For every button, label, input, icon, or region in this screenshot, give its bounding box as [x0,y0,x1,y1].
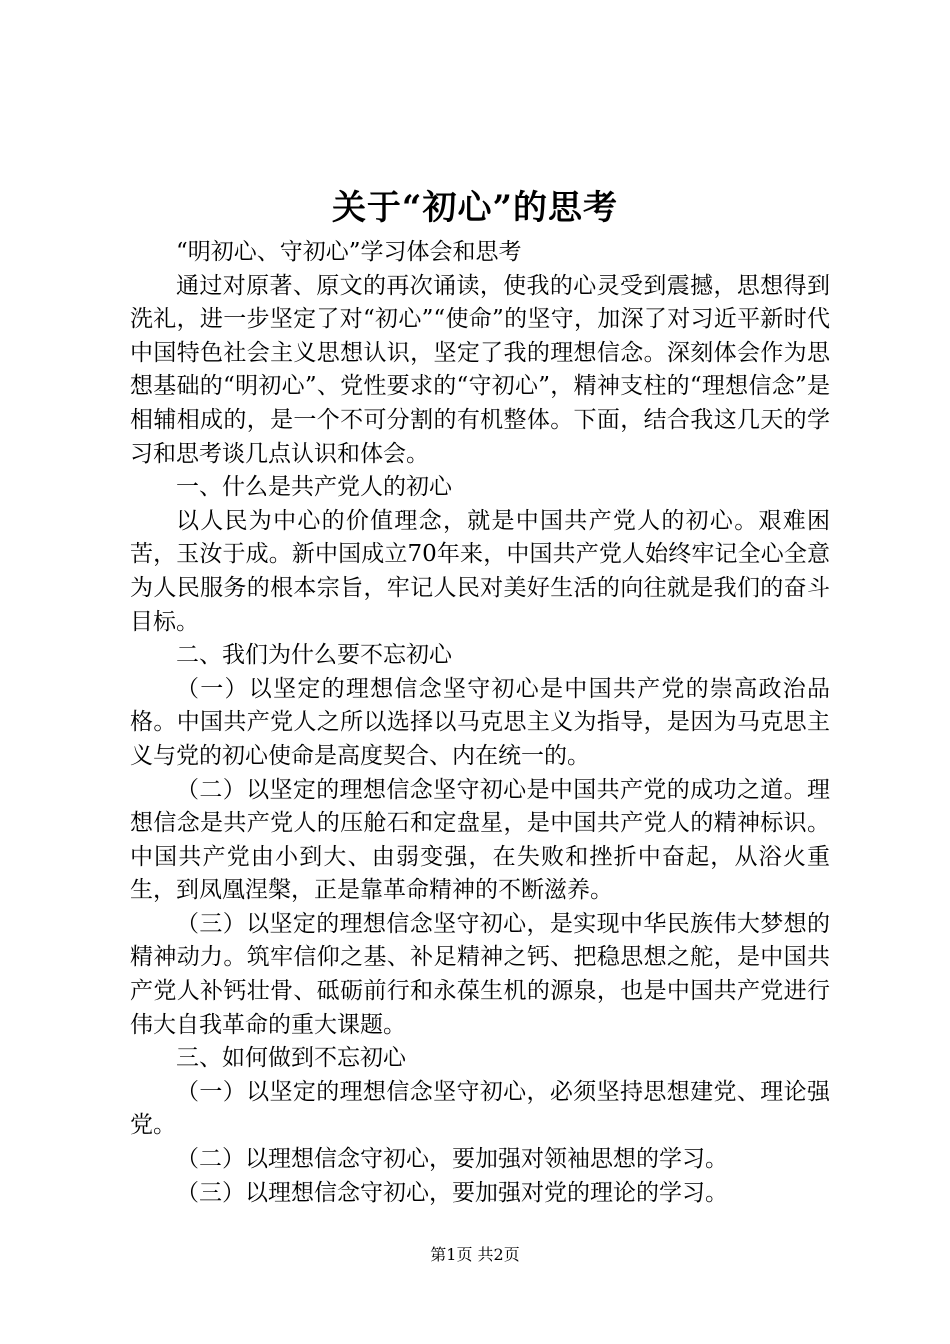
section-2-item-1: （一）以坚定的理想信念坚守初心是中国共产党的崇高政治品格。中国共产党人之所以选择以马克思主义为指导，是因为马克思主义与党的初心使命是高度契合、内在统一的。 [130,675,830,769]
section-1-paragraph: 以人民为中心的价值理念，就是中国共产党人的初心。艰难困苦，玉汝于成。新中国成立70年来，中国共产党人始终牢记全心全意为人民服务的根本宗旨，牢记人民对美好生活的向往就是我们的奋斗目标。 [130,507,830,635]
page-footer: 第1页 共2页 [430,1245,520,1264]
section-3-item-1: （一）以坚定的理想信念坚守初心，必须坚持思想建党、理论强党。 [130,1078,830,1139]
section-2-item-3: （三）以坚定的理想信念坚守初心，是实现中华民族伟大梦想的精神动力。筑牢信仰之基、补足精神之钙、把稳思想之舵，是中国共产党人补钙壮骨、砥砺前行和永葆生机的源泉，也是中国共产党进行伟大自我革命的重大课题。 [130,910,830,1038]
section-heading-1: 一、什么是共产党人的初心 [176,474,452,501]
section-2-item-2: （二）以坚定的理想信念坚守初心是中国共产党的成功之道。理想信念是共产党人的压舱石和定盘星，是中国共产党人的精神标识。中国共产党由小到大、由弱变强，在失败和挫折中奋起，从浴火重生，到凤凰涅槃，正是靠革命精神的不断滋养。 [130,776,830,904]
intro-paragraph: 通过对原著、原文的再次诵读，使我的心灵受到震撼，思想得到洗礼，进一步坚定了对“初心”“使命”的坚守，加深了对习近平新时代中国特色社会主义思想认识，坚定了我的理想信念。深刻体会作为思想基础的“明初心”、党性要求的“守初心”，精神支柱的“理想信念”是相辅相成的，是一个不可分割的有机整体。下面，结合我这几天的学习和思考谈几点认识和体会。 [130,272,830,467]
document-title: 关于“初心”的思考 [331,188,619,228]
document-body [130,236,830,1210]
section-3-item-3: （三）以理想信念守初心，要加强对党的理论的学习。 [176,1179,728,1206]
subtitle-paragraph: “明初心、守初心”学习体会和思考 [176,239,522,265]
section-heading-3: 三、如何做到不忘初心 [176,1045,406,1072]
section-heading-2: 二、我们为什么要不忘初心 [176,642,452,669]
section-3-item-2: （二）以理想信念守初心，要加强对领袖思想的学习。 [176,1146,728,1173]
